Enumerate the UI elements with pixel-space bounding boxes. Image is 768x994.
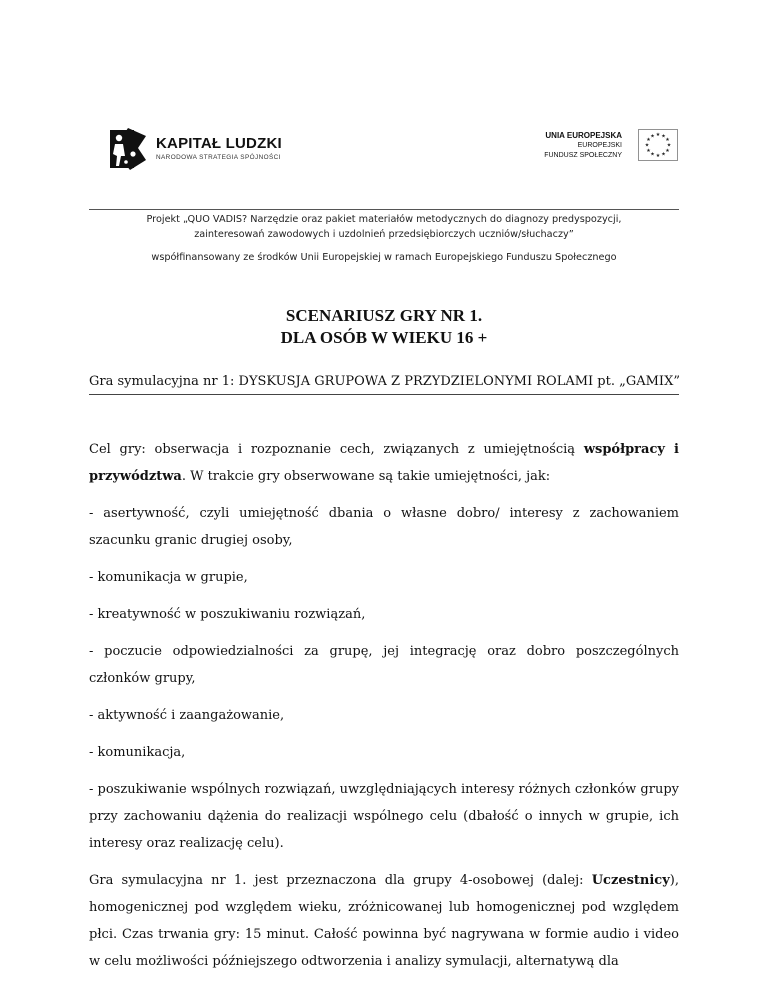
document-body	[89, 436, 679, 975]
svg-text:★: ★	[661, 133, 666, 140]
kl-logo-subtitle: NARODOWA STRATEGIA SPÓJNOŚCI	[156, 154, 281, 161]
svg-text:★: ★	[666, 142, 672, 149]
list-item: - aktywność i zaangażowanie,	[89, 708, 285, 723]
svg-text:★: ★	[650, 133, 655, 140]
eu-logo	[538, 129, 678, 169]
list-item: - komunikacja,	[89, 745, 186, 760]
project-line-2: zainteresowań zawodowych i uzdolnień przedsiębiorczych uczniów/słuchaczy”	[194, 228, 574, 240]
list-item: - kreatywność w poszukiwaniu rozwiązań,	[89, 607, 366, 622]
kapital-ludzki-emblem-icon	[108, 126, 148, 172]
eu-logo-line2: EUROPEJSKI	[577, 142, 622, 149]
project-description	[89, 213, 679, 242]
list-item: - asertywność, czyli umiejętność dbania o własne dobro/ interesy z zachowaniem szacunku granic drugiej osoby,	[89, 506, 679, 548]
svg-text:★: ★	[644, 142, 650, 149]
eu-logo-text	[544, 131, 622, 161]
kl-logo-title: KAPITAŁ LUDZKI	[156, 135, 282, 152]
svg-text:★: ★	[646, 137, 651, 143]
svg-text:★: ★	[661, 151, 666, 158]
goal-paragraph	[89, 436, 679, 490]
list-item: - poczucie odpowiedzialności za grupę, jej integrację oraz dobro poszczególnych członków grupy,	[89, 644, 679, 686]
eu-logo-line1: UNIA EUROPEJSKA	[545, 131, 622, 140]
subtitle-divider	[89, 394, 679, 395]
svg-text:★: ★	[665, 148, 670, 154]
cofinancing-note: współfinansowany ze środków Unii Europejskiej w ramach Europejskiego Funduszu Społecznego	[151, 252, 617, 263]
title-line-2: DLA OSÓB W WIEKU 16 +	[280, 328, 488, 347]
svg-text:★: ★	[665, 137, 670, 143]
eu-flag-icon	[638, 129, 678, 161]
project-line-1: Projekt „QUO VADIS? Narzędzie oraz pakiet materiałów metodycznych do diagnozy predyspozycji,	[146, 214, 622, 225]
eu-logo-line3: FUNDUSZ SPOŁECZNY	[544, 152, 622, 159]
final-bold-text: Uczestnicy	[591, 873, 670, 888]
final-suffix-text: ), homogenicznej pod względem wieku, zróżnicowanej lub homogenicznej pod względem płci. Czas trwania gry: 15 minut. Całość powinna być nagrywana w formie audio i video w celu możliwości późniejszego odtworzenia i analizy symulacji, alternatywą dla	[89, 873, 679, 969]
final-text: Gra symulacyjna nr 1. jest przeznaczona dla grupy 4-osobowej (dalej:	[89, 873, 592, 888]
title-line-1: SCENARIUSZ GRY NR 1.	[285, 306, 483, 325]
kapital-ludzki-logo	[108, 126, 308, 172]
svg-text:★: ★	[646, 148, 651, 154]
final-paragraph	[89, 867, 679, 975]
goal-text: Cel gry: obserwacja i rozpoznanie cech, związanych z umiejętnością	[89, 442, 584, 457]
goal-suffix-text: . W trakcie gry obserwowane są takie umiejętności, jak:	[181, 469, 551, 484]
svg-text:★: ★	[650, 151, 655, 158]
document-title	[89, 305, 679, 349]
svg-text:★: ★	[655, 153, 661, 159]
svg-text:★: ★	[655, 132, 661, 138]
list-item: - poszukiwanie wspólnych rozwiązań, uwzględniających interesy różnych członków grupy przy zachowaniu dążenia do realizacji wspólnego celu (dbałość o innych w grupie, ich interesy oraz realizację celu).	[89, 782, 679, 851]
game-subtitle: Gra symulacyjna nr 1: DYSKUSJA GRUPOWA Z PRZYDZIELONYMI ROLAMI pt. „GAMIX”	[89, 374, 680, 389]
header-divider	[89, 209, 679, 210]
goal-bold-text: współpracy i przywództwa	[89, 442, 679, 484]
list-item: - komunikacja w grupie,	[89, 570, 248, 585]
